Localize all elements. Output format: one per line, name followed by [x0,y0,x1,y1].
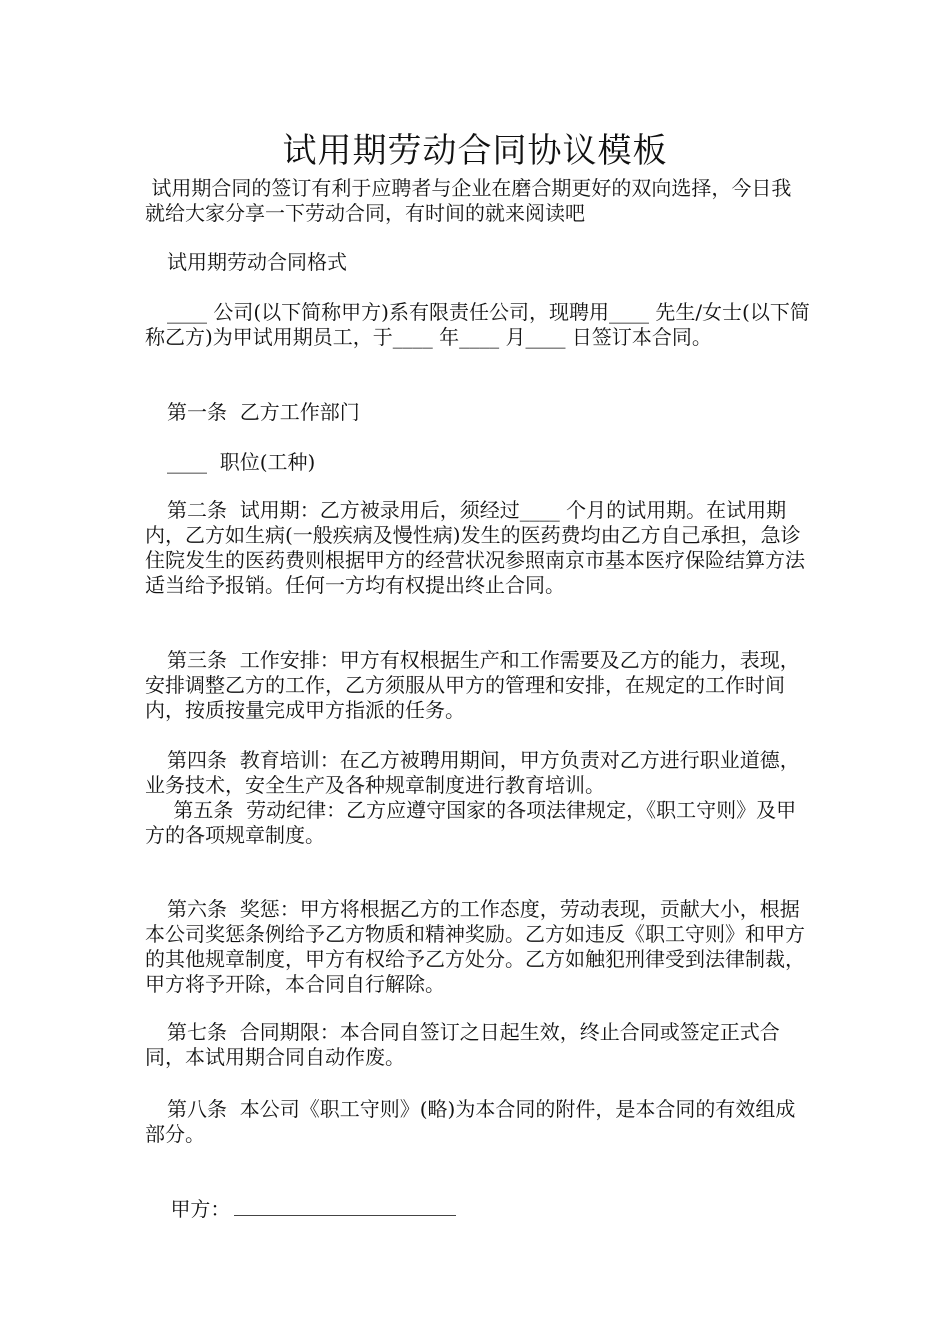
intro-paragraph: 试用期合同的签订有利于应聘者与企业在磨合期更好的双向选择，今日我就给大家分享一下劳动合同，有时间的就来阅读吧 [145,176,792,225]
preamble-paragraph: ____ 公司(以下简称甲方)系有限责任公司，现聘用____ 先生/女士(以下简称乙方)为甲试用期员工，于____ 年____ 月____ 日签订本合同。 [145,300,810,349]
article-2: 第二条 试用期：乙方被录用后，须经过____ 个月的试用期。在试用期内，乙方如生病(一般疾病及慢性病)发生的医药费均由乙方自己承担，急诊住院发生的医药费则根据甲方的经营状况参照南京市基本医疗保险结算方法适当给予报销。任何一方均有权提出终止合同。 [145,498,805,597]
article-6: 第六条 奖惩：甲方将根据乙方的工作态度，劳动表现，贡献大小，根据本公司奖惩条例给予乙方物质和精神奖励。乙方如违反《职工守则》和甲方的其他规章制度，甲方有权给予乙方处分。乙方如触犯刑律受到法律制裁，甲方将予开除，本合同自行解除。 [145,897,805,996]
section-subtitle: 试用期劳动合同格式 [167,250,347,274]
party-a-signature-line [234,1197,456,1216]
article-8: 第八条 本公司《职工守则》(略)为本合同的附件，是本合同的有效组成部分。 [145,1097,796,1146]
article-4: 第四条 教育培训：在乙方被聘用期间，甲方负责对乙方进行职业道德，业务技术，安全生产及各种规章制度进行教育培训。 [145,748,800,797]
position-field: ____ 职位(工种) [167,450,316,474]
article-5: 第五条 劳动纪律：乙方应遵守国家的各项法律规定，《职工守则》及甲方的各项规章制度。 [145,798,797,847]
article-3: 第三条 工作安排：甲方有权根据生产和工作需要及乙方的能力，表现，安排调整乙方的工作，乙方须服从甲方的管理和安排，在规定的工作时间内，按质按量完成甲方指派的任务。 [145,648,800,722]
article-7: 第七条 合同期限：本合同自签订之日起生效，终止合同或签定正式合同，本试用期合同自动作废。 [145,1020,780,1069]
party-a-label: 甲方： [170,1197,231,1221]
document-title: 试用期劳动合同协议模板 [282,131,668,171]
article-1: 第一条 乙方工作部门 [167,400,360,424]
party-a-signature-row [145,1172,810,1247]
